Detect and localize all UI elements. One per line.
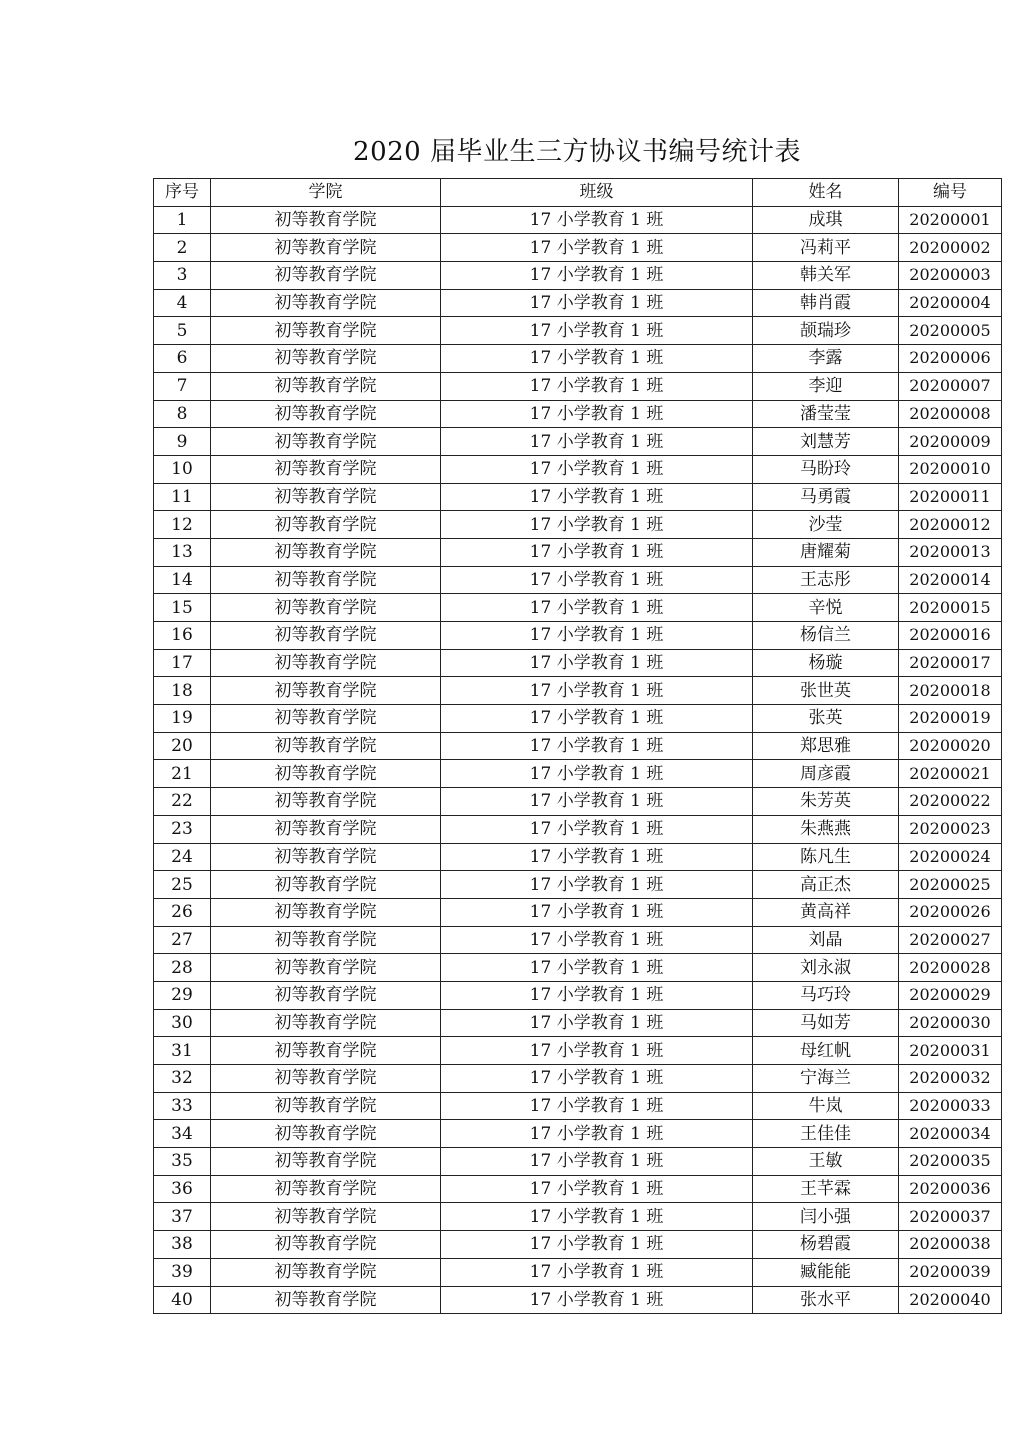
cell-index: 13 [154,538,211,566]
cell-name: 韩关军 [753,262,899,290]
table-row [154,538,1002,566]
cell-name: 高正杰 [753,871,899,899]
cell-code: 20200009 [899,428,1002,456]
table-row [154,372,1002,400]
cell-name: 杨信兰 [753,622,899,650]
cell-college: 初等教育学院 [211,1175,441,1203]
cell-index: 1 [154,206,211,234]
cell-name: 沙莹 [753,511,899,539]
cell-college: 初等教育学院 [211,705,441,733]
cell-name: 王芊霖 [753,1175,899,1203]
table-row [154,511,1002,539]
table-row [154,732,1002,760]
cell-index: 20 [154,732,211,760]
cell-college: 初等教育学院 [211,594,441,622]
cell-class: 17 小学教育 1 班 [441,1120,753,1148]
cell-class: 17 小学教育 1 班 [441,898,753,926]
cell-name: 杨碧霞 [753,1231,899,1259]
cell-class: 17 小学教育 1 班 [441,926,753,954]
cell-class: 17 小学教育 1 班 [441,815,753,843]
cell-college: 初等教育学院 [211,206,441,234]
cell-code: 20200038 [899,1231,1002,1259]
cell-class: 17 小学教育 1 班 [441,400,753,428]
cell-college: 初等教育学院 [211,954,441,982]
cell-class: 17 小学教育 1 班 [441,317,753,345]
cell-index: 15 [154,594,211,622]
cell-college: 初等教育学院 [211,843,441,871]
table-row [154,289,1002,317]
cell-code: 20200022 [899,788,1002,816]
cell-index: 31 [154,1037,211,1065]
cell-index: 16 [154,622,211,650]
cell-index: 25 [154,871,211,899]
cell-class: 17 小学教育 1 班 [441,1148,753,1176]
table-row [154,1120,1002,1148]
cell-name: 李露 [753,345,899,373]
cell-index: 19 [154,705,211,733]
cell-code: 20200035 [899,1148,1002,1176]
cell-name: 马勇霞 [753,483,899,511]
cell-name: 周彦霞 [753,760,899,788]
cell-code: 20200005 [899,317,1002,345]
cell-index: 28 [154,954,211,982]
cell-name: 朱燕燕 [753,815,899,843]
cell-college: 初等教育学院 [211,788,441,816]
cell-code: 20200008 [899,400,1002,428]
table-row [154,262,1002,290]
cell-code: 20200024 [899,843,1002,871]
cell-code: 20200018 [899,677,1002,705]
cell-class: 17 小学教育 1 班 [441,1092,753,1120]
cell-code: 20200001 [899,206,1002,234]
cell-index: 5 [154,317,211,345]
table-row [154,428,1002,456]
header-class: 班级 [441,179,753,207]
cell-name: 郑思雅 [753,732,899,760]
cell-code: 20200036 [899,1175,1002,1203]
cell-class: 17 小学教育 1 班 [441,1175,753,1203]
cell-code: 20200016 [899,622,1002,650]
cell-code: 20200003 [899,262,1002,290]
cell-class: 17 小学教育 1 班 [441,262,753,290]
table-row [154,455,1002,483]
cell-index: 22 [154,788,211,816]
cell-code: 20200006 [899,345,1002,373]
table-row [154,400,1002,428]
cell-code: 20200040 [899,1286,1002,1314]
cell-index: 12 [154,511,211,539]
cell-college: 初等教育学院 [211,566,441,594]
cell-code: 20200031 [899,1037,1002,1065]
cell-code: 20200013 [899,538,1002,566]
cell-college: 初等教育学院 [211,289,441,317]
cell-name: 闫小强 [753,1203,899,1231]
cell-name: 母红帆 [753,1037,899,1065]
cell-code: 20200015 [899,594,1002,622]
cell-name: 王敏 [753,1148,899,1176]
cell-class: 17 小学教育 1 班 [441,1009,753,1037]
cell-index: 6 [154,345,211,373]
cell-index: 4 [154,289,211,317]
cell-class: 17 小学教育 1 班 [441,843,753,871]
cell-college: 初等教育学院 [211,926,441,954]
cell-class: 17 小学教育 1 班 [441,206,753,234]
cell-index: 7 [154,372,211,400]
cell-index: 27 [154,926,211,954]
table-row [154,843,1002,871]
cell-class: 17 小学教育 1 班 [441,289,753,317]
table-row [154,981,1002,1009]
cell-index: 2 [154,234,211,262]
cell-class: 17 小学教育 1 班 [441,372,753,400]
table-body [154,206,1002,1314]
document-title: 2020 届毕业生三方协议书编号统计表 [353,137,801,167]
cell-index: 17 [154,649,211,677]
cell-college: 初等教育学院 [211,317,441,345]
cell-class: 17 小学教育 1 班 [441,788,753,816]
cell-college: 初等教育学院 [211,649,441,677]
cell-college: 初等教育学院 [211,511,441,539]
cell-name: 宁海兰 [753,1065,899,1093]
cell-college: 初等教育学院 [211,622,441,650]
cell-name: 辛悦 [753,594,899,622]
cell-college: 初等教育学院 [211,1231,441,1259]
cell-college: 初等教育学院 [211,677,441,705]
cell-college: 初等教育学院 [211,1092,441,1120]
cell-college: 初等教育学院 [211,732,441,760]
cell-name: 牛岚 [753,1092,899,1120]
cell-class: 17 小学教育 1 班 [441,1231,753,1259]
table-row [154,622,1002,650]
cell-college: 初等教育学院 [211,1065,441,1093]
table-row [154,1175,1002,1203]
cell-name: 马如芳 [753,1009,899,1037]
cell-name: 李迎 [753,372,899,400]
cell-name: 杨璇 [753,649,899,677]
cell-college: 初等教育学院 [211,898,441,926]
cell-college: 初等教育学院 [211,760,441,788]
table-row [154,206,1002,234]
cell-index: 40 [154,1286,211,1314]
cell-name: 臧能能 [753,1258,899,1286]
table-row [154,954,1002,982]
cell-code: 20200019 [899,705,1002,733]
cell-code: 20200007 [899,372,1002,400]
cell-code: 20200027 [899,926,1002,954]
cell-college: 初等教育学院 [211,1148,441,1176]
cell-code: 20200026 [899,898,1002,926]
cell-college: 初等教育学院 [211,981,441,1009]
cell-code: 20200002 [899,234,1002,262]
cell-code: 20200023 [899,815,1002,843]
cell-class: 17 小学教育 1 班 [441,428,753,456]
cell-index: 18 [154,677,211,705]
cell-name: 黄高祥 [753,898,899,926]
table-row [154,566,1002,594]
table-row [154,788,1002,816]
cell-class: 17 小学教育 1 班 [441,594,753,622]
header-name: 姓名 [753,179,899,207]
table-row [154,1286,1002,1314]
cell-name: 马巧玲 [753,981,899,1009]
cell-name: 颉瑞珍 [753,317,899,345]
cell-class: 17 小学教育 1 班 [441,511,753,539]
cell-index: 21 [154,760,211,788]
cell-code: 20200017 [899,649,1002,677]
cell-index: 34 [154,1120,211,1148]
table-row [154,234,1002,262]
cell-class: 17 小学教育 1 班 [441,1286,753,1314]
cell-index: 24 [154,843,211,871]
cell-college: 初等教育学院 [211,262,441,290]
cell-index: 11 [154,483,211,511]
cell-class: 17 小学教育 1 班 [441,649,753,677]
table-row [154,345,1002,373]
table-row [154,815,1002,843]
cell-college: 初等教育学院 [211,871,441,899]
cell-index: 14 [154,566,211,594]
table-row [154,1148,1002,1176]
cell-class: 17 小学教育 1 班 [441,677,753,705]
cell-college: 初等教育学院 [211,372,441,400]
cell-name: 成琪 [753,206,899,234]
cell-code: 20200004 [899,289,1002,317]
table-row [154,317,1002,345]
cell-college: 初等教育学院 [211,1037,441,1065]
cell-college: 初等教育学院 [211,815,441,843]
cell-name: 张水平 [753,1286,899,1314]
cell-college: 初等教育学院 [211,483,441,511]
table-row [154,1258,1002,1286]
cell-college: 初等教育学院 [211,1120,441,1148]
table-row [154,1231,1002,1259]
cell-code: 20200025 [899,871,1002,899]
table-row [154,594,1002,622]
cell-name: 陈凡生 [753,843,899,871]
table-row [154,649,1002,677]
cell-class: 17 小学教育 1 班 [441,622,753,650]
cell-index: 23 [154,815,211,843]
table-row [154,483,1002,511]
cell-code: 20200039 [899,1258,1002,1286]
table-row [154,1065,1002,1093]
table-row [154,705,1002,733]
cell-index: 32 [154,1065,211,1093]
cell-class: 17 小学教育 1 班 [441,566,753,594]
table-row [154,926,1002,954]
cell-code: 20200034 [899,1120,1002,1148]
header-row [154,179,1002,207]
cell-name: 唐耀菊 [753,538,899,566]
cell-name: 刘慧芳 [753,428,899,456]
cell-college: 初等教育学院 [211,1286,441,1314]
cell-college: 初等教育学院 [211,538,441,566]
cell-college: 初等教育学院 [211,428,441,456]
cell-college: 初等教育学院 [211,400,441,428]
cell-class: 17 小学教育 1 班 [441,234,753,262]
cell-college: 初等教育学院 [211,1258,441,1286]
cell-code: 20200012 [899,511,1002,539]
cell-class: 17 小学教育 1 班 [441,1203,753,1231]
cell-class: 17 小学教育 1 班 [441,981,753,1009]
cell-code: 20200029 [899,981,1002,1009]
cell-index: 26 [154,898,211,926]
cell-code: 20200014 [899,566,1002,594]
cell-index: 36 [154,1175,211,1203]
cell-code: 20200028 [899,954,1002,982]
cell-code: 20200010 [899,455,1002,483]
table-row [154,1092,1002,1120]
table-row [154,1037,1002,1065]
cell-class: 17 小学教育 1 班 [441,871,753,899]
table-row [154,871,1002,899]
cell-name: 潘莹莹 [753,400,899,428]
header-index: 序号 [154,179,211,207]
cell-college: 初等教育学院 [211,234,441,262]
cell-index: 29 [154,981,211,1009]
cell-class: 17 小学教育 1 班 [441,1065,753,1093]
cell-college: 初等教育学院 [211,345,441,373]
cell-class: 17 小学教育 1 班 [441,705,753,733]
cell-class: 17 小学教育 1 班 [441,483,753,511]
cell-class: 17 小学教育 1 班 [441,455,753,483]
cell-name: 王佳佳 [753,1120,899,1148]
cell-name: 马盼玲 [753,455,899,483]
roster-table [153,178,1002,1314]
cell-name: 刘晶 [753,926,899,954]
cell-index: 35 [154,1148,211,1176]
cell-class: 17 小学教育 1 班 [441,760,753,788]
cell-name: 冯莉平 [753,234,899,262]
cell-code: 20200011 [899,483,1002,511]
cell-college: 初等教育学院 [211,1009,441,1037]
cell-college: 初等教育学院 [211,455,441,483]
table-row [154,760,1002,788]
cell-class: 17 小学教育 1 班 [441,954,753,982]
table-row [154,1203,1002,1231]
cell-class: 17 小学教育 1 班 [441,1258,753,1286]
cell-index: 33 [154,1092,211,1120]
cell-index: 38 [154,1231,211,1259]
cell-class: 17 小学教育 1 班 [441,732,753,760]
cell-index: 3 [154,262,211,290]
cell-name: 王志彤 [753,566,899,594]
cell-code: 20200037 [899,1203,1002,1231]
cell-index: 9 [154,428,211,456]
cell-index: 8 [154,400,211,428]
cell-code: 20200032 [899,1065,1002,1093]
header-code: 编号 [899,179,1002,207]
table-row [154,1009,1002,1037]
cell-code: 20200020 [899,732,1002,760]
cell-name: 朱芳英 [753,788,899,816]
cell-name: 刘永淑 [753,954,899,982]
cell-name: 韩肖霞 [753,289,899,317]
table-row [154,898,1002,926]
cell-class: 17 小学教育 1 班 [441,1037,753,1065]
table-row [154,677,1002,705]
cell-class: 17 小学教育 1 班 [441,345,753,373]
cell-code: 20200021 [899,760,1002,788]
cell-name: 张世英 [753,677,899,705]
cell-name: 张英 [753,705,899,733]
cell-index: 10 [154,455,211,483]
cell-class: 17 小学教育 1 班 [441,538,753,566]
cell-college: 初等教育学院 [211,1203,441,1231]
cell-code: 20200030 [899,1009,1002,1037]
header-college: 学院 [211,179,441,207]
cell-index: 39 [154,1258,211,1286]
cell-index: 30 [154,1009,211,1037]
cell-code: 20200033 [899,1092,1002,1120]
cell-index: 37 [154,1203,211,1231]
